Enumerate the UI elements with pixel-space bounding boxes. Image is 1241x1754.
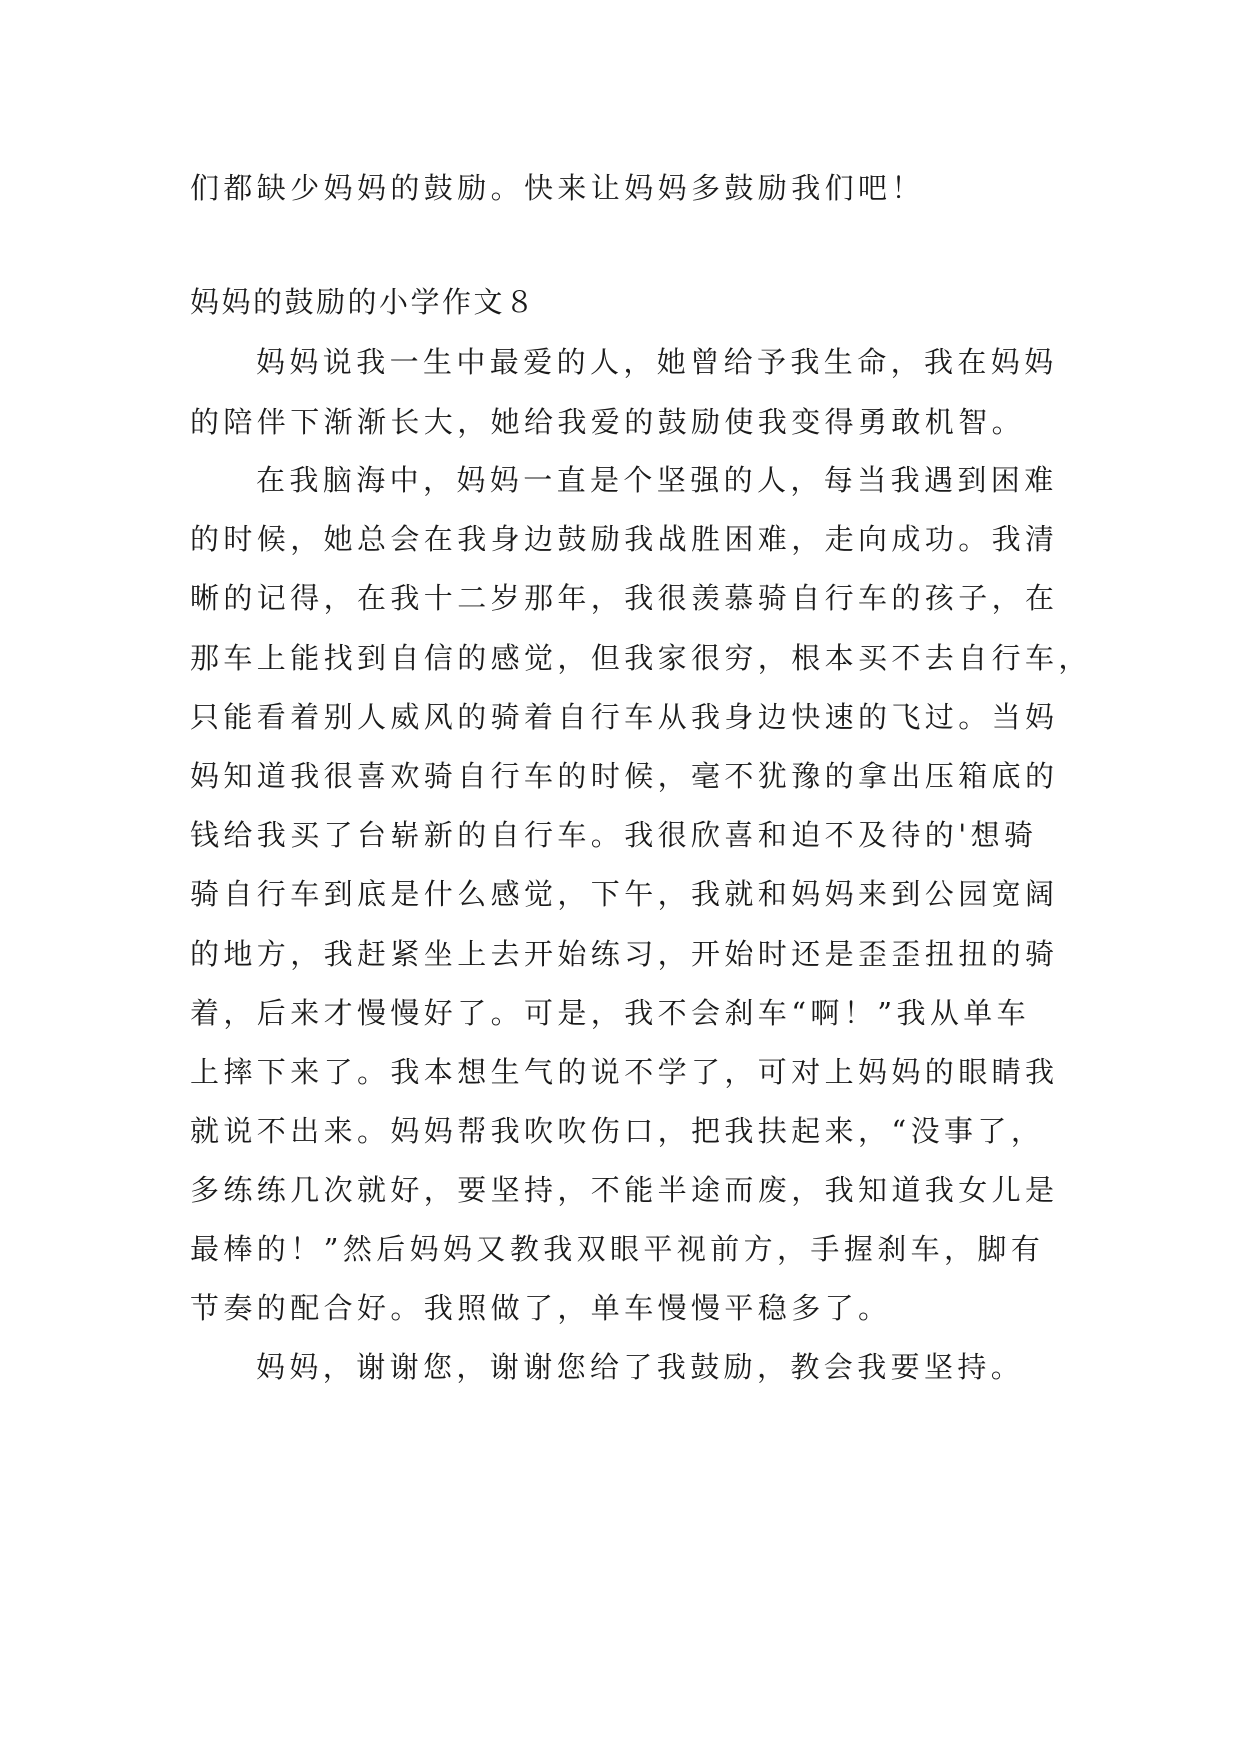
carryover-line: 们都缺少妈妈的鼓励。快来让妈妈多鼓励我们吧！: [190, 171, 925, 205]
paragraph-line: 妈妈说我一生中最爱的人，她曾给予我生命，我在妈妈: [256, 345, 1058, 379]
paragraph-line: 的地方，我赶紧坐上去开始练习，开始时还是歪歪扭扭的骑: [190, 937, 1059, 971]
paragraph-line: 着，后来才慢慢好了。可是，我不会刹车“啊！”我从单车: [190, 996, 1031, 1030]
paragraph-line: 多练练几次就好，要坚持，不能半途而废，我知道我女儿是: [190, 1173, 1059, 1207]
paragraph-line: 妈知道我很喜欢骑自行车的时候，毫不犹豫的拿出压箱底的: [190, 759, 1059, 793]
paragraph-line: 妈妈，谢谢您，谢谢您给了我鼓励，教会我要坚持。: [256, 1350, 1025, 1384]
paragraph-line: 就说不出来。妈妈帮我吹吹伤口，把我扶起来，“没事了，: [190, 1114, 1045, 1148]
section-title: 妈妈的鼓励的小学作文８: [190, 285, 537, 319]
paragraph-line: 上摔下来了。我本想生气的说不学了，可对上妈妈的眼睛我: [190, 1055, 1059, 1089]
paragraph-line: 那车上能找到自信的感觉，但我家很穷，根本买不去自行车，: [190, 641, 1092, 675]
paragraph-line: 骑自行车到底是什么感觉，下午，我就和妈妈来到公园宽阔: [190, 877, 1059, 911]
paragraph-line: 的时候，她总会在我身边鼓励我战胜困难，走向成功。我清: [190, 522, 1059, 556]
paragraph-line: 晰的记得，在我十二岁那年，我很羡慕骑自行车的孩子，在: [190, 581, 1059, 615]
paragraph-line: 钱给我买了台崭新的自行车。我很欣喜和迫不及待的'想骑: [190, 818, 1038, 852]
paragraph-line: 节奏的配合好。我照做了，单车慢慢平稳多了。: [190, 1291, 892, 1325]
paragraph-line: 最棒的！”然后妈妈又教我双眼平视前方，手握刹车，脚有: [190, 1232, 1045, 1266]
paragraph-line: 只能看着别人威风的骑着自行车从我身边快速的飞过。当妈: [190, 700, 1059, 734]
paragraph-line: 的陪伴下渐渐长大，她给我爱的鼓励使我变得勇敢机智。: [190, 405, 1026, 439]
paragraph-line: 在我脑海中，妈妈一直是个坚强的人，每当我遇到困难: [256, 463, 1058, 497]
